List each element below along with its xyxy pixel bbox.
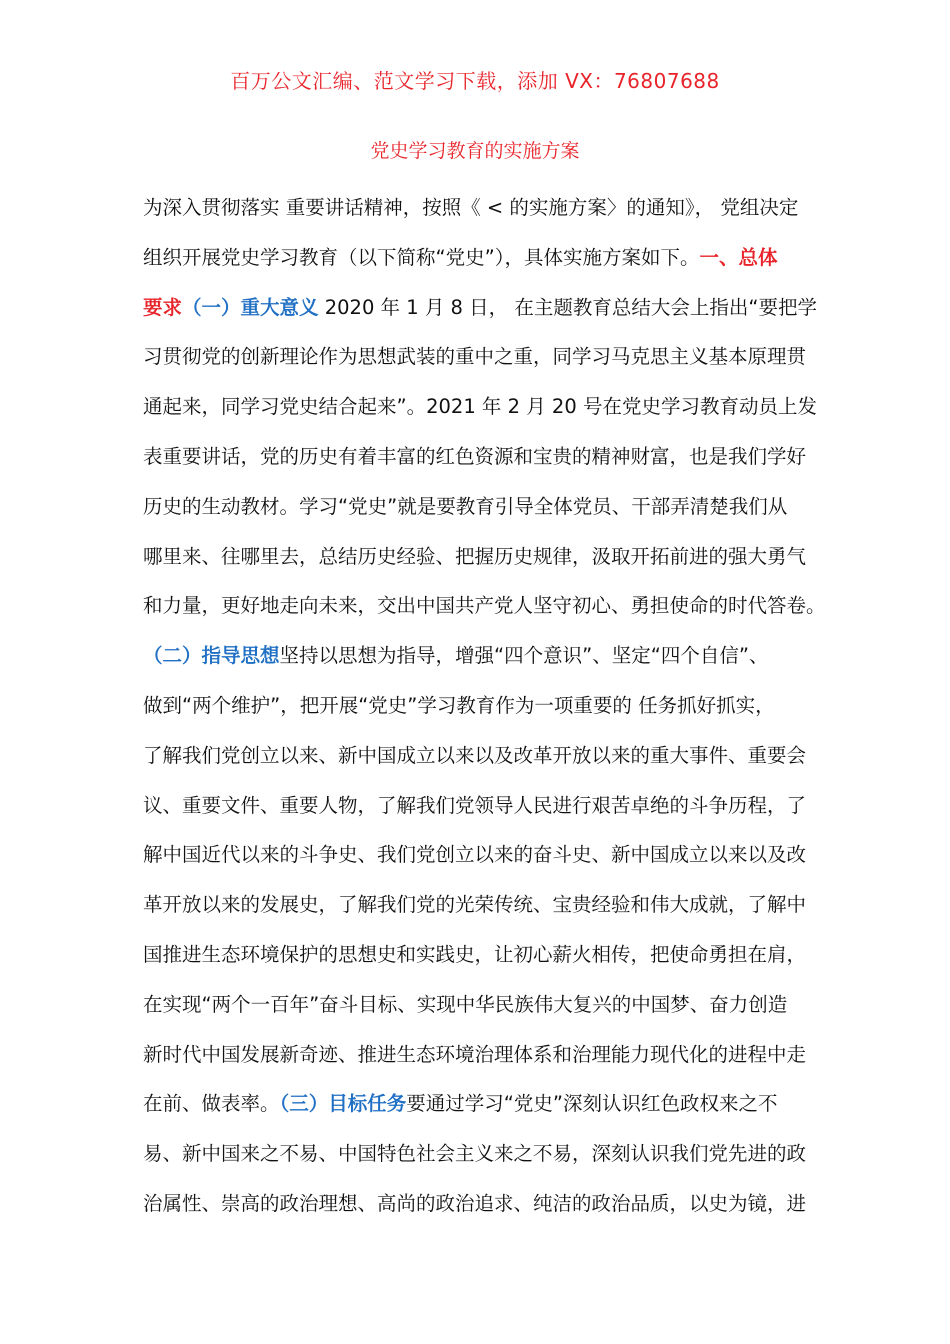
section-heading-overall: 一、总体 <box>699 245 778 269</box>
subheading-goals-tasks: （三）目标任务 <box>279 1092 407 1116</box>
body-line: 易、新中国来之不易、中国特色社会主义来之不易，深刻认识我们党先进的政 <box>143 1142 807 1166</box>
body-line: 哪里来、往哪里去，总结历史经验、把握历史规律，汲取开拓前进的强大勇气 <box>143 544 807 568</box>
body-line: 做到“两个维护”，把开展“党史”学习教育作为一项重要的 任务抓好抓实， <box>143 693 775 717</box>
body-line: 表重要讲话，党的历史有着丰富的红色资源和宝贵的精神财富，也是我们学好 <box>143 444 807 468</box>
document-title: 党史学习教育的实施方案 <box>370 140 580 162</box>
body-line <box>143 1079 813 1129</box>
body-line: 新时代中国发展新奇迹、推进生态环境治理体系和治理能力现代化的进程中走 <box>143 1042 807 1066</box>
body-text-run: 要通过学习“党史”深刻认识红色政权来之不 <box>406 1092 778 1116</box>
body-text-run: 坚持以思想为指导，增强“四个意识”、坚定“四个自信”、 <box>279 644 769 668</box>
body-line <box>143 283 817 333</box>
section-heading-requirements: 要求 <box>143 295 183 319</box>
body-text-run: 在前、做表率。 <box>143 1092 280 1116</box>
body-line: 治属性、崇高的政治理想、高尚的政治追求、纯洁的政治品质，以史为镜，进 <box>143 1191 807 1215</box>
body-line: 为深入贯彻落实 重要讲话精神，按照《 < 的实施方案〉的通知》， 党组决定 <box>143 196 799 219</box>
subheading-guiding-thought: （二）指导思想 <box>143 644 280 668</box>
body-line: 习贯彻党的创新理论作为思想武装的重中之重，同学习马克思主义基本原理贯 <box>143 345 807 369</box>
body-line: 革开放以来的发展史，了解我们党的光荣传统、宝贵经验和伟大成就，了解中 <box>143 893 807 917</box>
body-line: 通起来，同学习党史结合起来”。2021 年 2 月 20 号在党史学习教育动员上发 <box>143 395 817 419</box>
watermark-header: 百万公文汇编、范文学习下载，添加 VX：76807688 <box>230 69 720 93</box>
body-line: 议、重要文件、重要人物，了解我们党领导人民进行艰苦卓绝的斗争历程，了 <box>143 793 807 817</box>
body-line: 国推进生态环境保护的思想史和实践史，让初心薪火相传，把使命勇担在肩， <box>143 942 807 966</box>
document-body <box>143 183 826 1229</box>
body-line: 在实现“两个一百年”奋斗目标、实现中华民族伟大复兴的中国梦、奋力创造 <box>143 992 788 1016</box>
body-line: 了解我们党创立以来、新中国成立以来以及改革开放以来的重大事件、重要会 <box>143 743 807 767</box>
body-line: 解中国近代以来的斗争史、我们党创立以来的奋斗史、新中国成立以来以及改 <box>143 843 807 867</box>
subheading-significance: （一）重大意义 <box>182 295 319 319</box>
body-line <box>143 233 813 283</box>
body-line <box>143 631 813 681</box>
body-text-run: 2020 年 1 月 8 日， 在主题教育总结大会上指出“要把学 <box>318 295 817 319</box>
body-line: 历史的生动教材。学习“党史”就是要教育引导全体党员、干部弄清楚我们从 <box>143 494 788 518</box>
body-text-run: 组织开展党史学习教育（以下简称“党史”），具体实施方案如下。 <box>143 245 700 269</box>
body-line: 和力量，更好地走向未来，交出中国共产党人坚守初心、勇担使命的时代答卷。 <box>143 594 826 618</box>
